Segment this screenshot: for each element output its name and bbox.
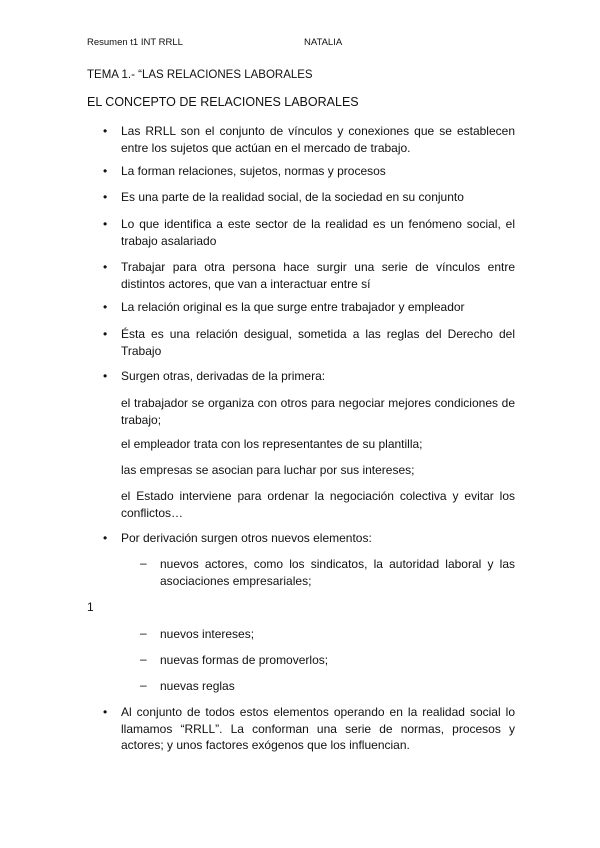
bullet-text: Es una parte de la realidad social, de la sociedad en su conjunto <box>121 190 464 204</box>
bullet-symbol: • <box>103 531 108 545</box>
dash-item: nuevas formas de promoverlos; <box>160 653 329 667</box>
dash-item: nuevas reglas <box>160 679 235 693</box>
sub-paragraph: el empleador trata con los representantes de su plantilla; <box>121 437 423 451</box>
bullet-item <box>0 299 600 316</box>
dash-symbol: – <box>140 652 147 666</box>
tema-title: TEMA 1.- “LAS RELACIONES LABORALES <box>87 69 313 81</box>
bullet-item <box>0 123 600 157</box>
dash-symbol: – <box>140 556 147 570</box>
bullet-item <box>0 368 600 385</box>
dash-item: nuevos actores, como los sindicatos, la autoridad laboral y las asociaciones empresariales; <box>160 557 515 588</box>
bullet-text: Ésta es una relación desigual, sometida a las reglas del Derecho del Trabajo <box>121 327 515 358</box>
bullet-text: Al conjunto de todos estos elementos operando en la realidad social lo llamamos “RRLL”. La conforman una serie de normas, procesos y actores; y unos factores exógenos que los influencian. <box>121 705 515 752</box>
bullet-symbol: • <box>103 124 108 138</box>
bullet-item <box>0 189 600 206</box>
bullet-item <box>0 259 600 293</box>
header-right: NATALIA <box>304 37 343 48</box>
bullet-item <box>0 530 600 547</box>
bullet-text: Por derivación surgen otros nuevos elementos: <box>121 531 372 545</box>
dash-symbol: – <box>140 626 147 640</box>
bullet-item <box>0 326 600 360</box>
bullet-symbol: • <box>103 190 108 204</box>
bullet-text: La relación original es la que surge entre trabajador y empleador <box>121 300 465 314</box>
bullet-symbol: • <box>103 369 108 383</box>
dash-symbol: – <box>140 678 147 692</box>
bullet-text: Trabajar para otra persona hace surgir una serie de vínculos entre distintos actores, que van a interactuar entre sí <box>121 260 515 291</box>
bullet-symbol: • <box>103 164 108 178</box>
bullet-item <box>0 216 600 250</box>
sub-paragraph: las empresas se asocian para luchar por sus intereses; <box>121 463 415 477</box>
bullet-symbol: • <box>103 260 108 274</box>
bullet-symbol: • <box>103 300 108 314</box>
section-title: EL CONCEPTO DE RELACIONES LABORALES <box>87 95 359 109</box>
bullet-item <box>0 163 600 180</box>
bullet-symbol: • <box>103 217 108 231</box>
header-left: Resumen t1 INT RRLL <box>87 37 183 48</box>
bullet-symbol: • <box>103 705 108 719</box>
sub-paragraph: el trabajador se organiza con otros para negociar mejores condiciones de trabajo; <box>121 396 515 427</box>
bullet-symbol: • <box>103 327 108 341</box>
bullet-text: Surgen otras, derivadas de la primera: <box>121 369 326 383</box>
dash-item: nuevos intereses; <box>160 627 255 641</box>
sub-paragraph: el Estado interviene para ordenar la negociación colectiva y evitar los conflictos… <box>121 489 515 520</box>
bullet-text: Las RRLL son el conjunto de vínculos y conexiones que se establecen entre los sujetos que actúan en el mercado de trabajo. <box>121 124 515 155</box>
bullet-item <box>0 704 600 756</box>
bullet-text: La forman relaciones, sujetos, normas y procesos <box>121 164 386 178</box>
page-number: 1 <box>87 600 94 614</box>
bullet-text: Lo que identifica a este sector de la realidad es un fenómeno social, el trabajo asalariado <box>121 217 515 248</box>
